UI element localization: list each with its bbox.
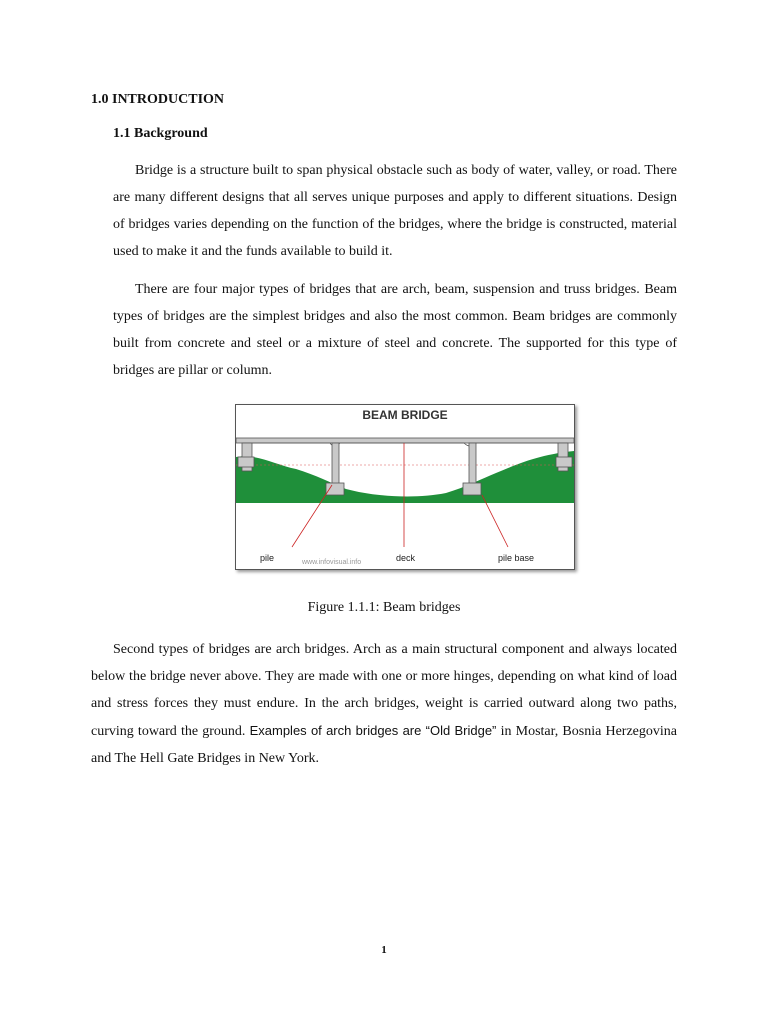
subsection-heading: 1.1 Background <box>113 126 208 141</box>
page-number: 1 <box>381 944 387 956</box>
pile-base-right <box>463 483 481 495</box>
arch-end-text: in Mostar, Bosnia Herzegovina and The Hell Gate Bridges in New York. <box>91 724 677 766</box>
label-pile: pile <box>260 553 275 563</box>
pile-base-left <box>326 483 344 495</box>
paragraph-arch-bridges <box>91 636 677 772</box>
deck-shape <box>236 438 574 443</box>
figure-watermark: www.infovisual.info <box>302 559 362 566</box>
pile-right <box>469 443 476 489</box>
arch-main-text: Second types of bridges are arch bridges. Arch as a main structural component and always located below the bridge never above. They are made with one or more hinges, depending on what kind of load and stress forces they must endure. In the arch bridges, weight is carried outward along two paths, curving toward the ground. <box>91 642 677 739</box>
label-deck: deck <box>396 553 416 563</box>
ground-shape <box>236 451 574 503</box>
arch-examples-text: Examples of arch bridges are “Old Bridge” <box>249 723 497 738</box>
label-pile-base: pile base <box>498 553 535 563</box>
paragraph-intro: Bridge is a structure built to span physical obstacle such as body of water, valley, or road. There are many different designs that all serves unique purposes and apply to different situations. Design of bridges varies depending on the function of the bridges, where the bridge is constructed, material used to make it and the funds available to build it. <box>113 163 677 259</box>
section-heading: 1.0 INTRODUCTION <box>91 92 225 107</box>
paragraph-bridge-types: There are four major types of bridges that are arch, beam, suspension and truss bridges. Beam types of bridges are the simplest bridges and also the most common. Beam bridges are commonly built from concrete and steel or a mixture of steel and concrete. The supported for this type of bridges are pillar or column. <box>113 282 677 378</box>
pile-left <box>332 443 339 489</box>
beam-bridge-figure <box>235 404 575 570</box>
beam-bridge-diagram <box>236 405 574 569</box>
figure-caption: Figure 1.1.1: Beam bridges <box>307 600 461 615</box>
figure-title: BEAM BRIDGE <box>362 408 448 422</box>
